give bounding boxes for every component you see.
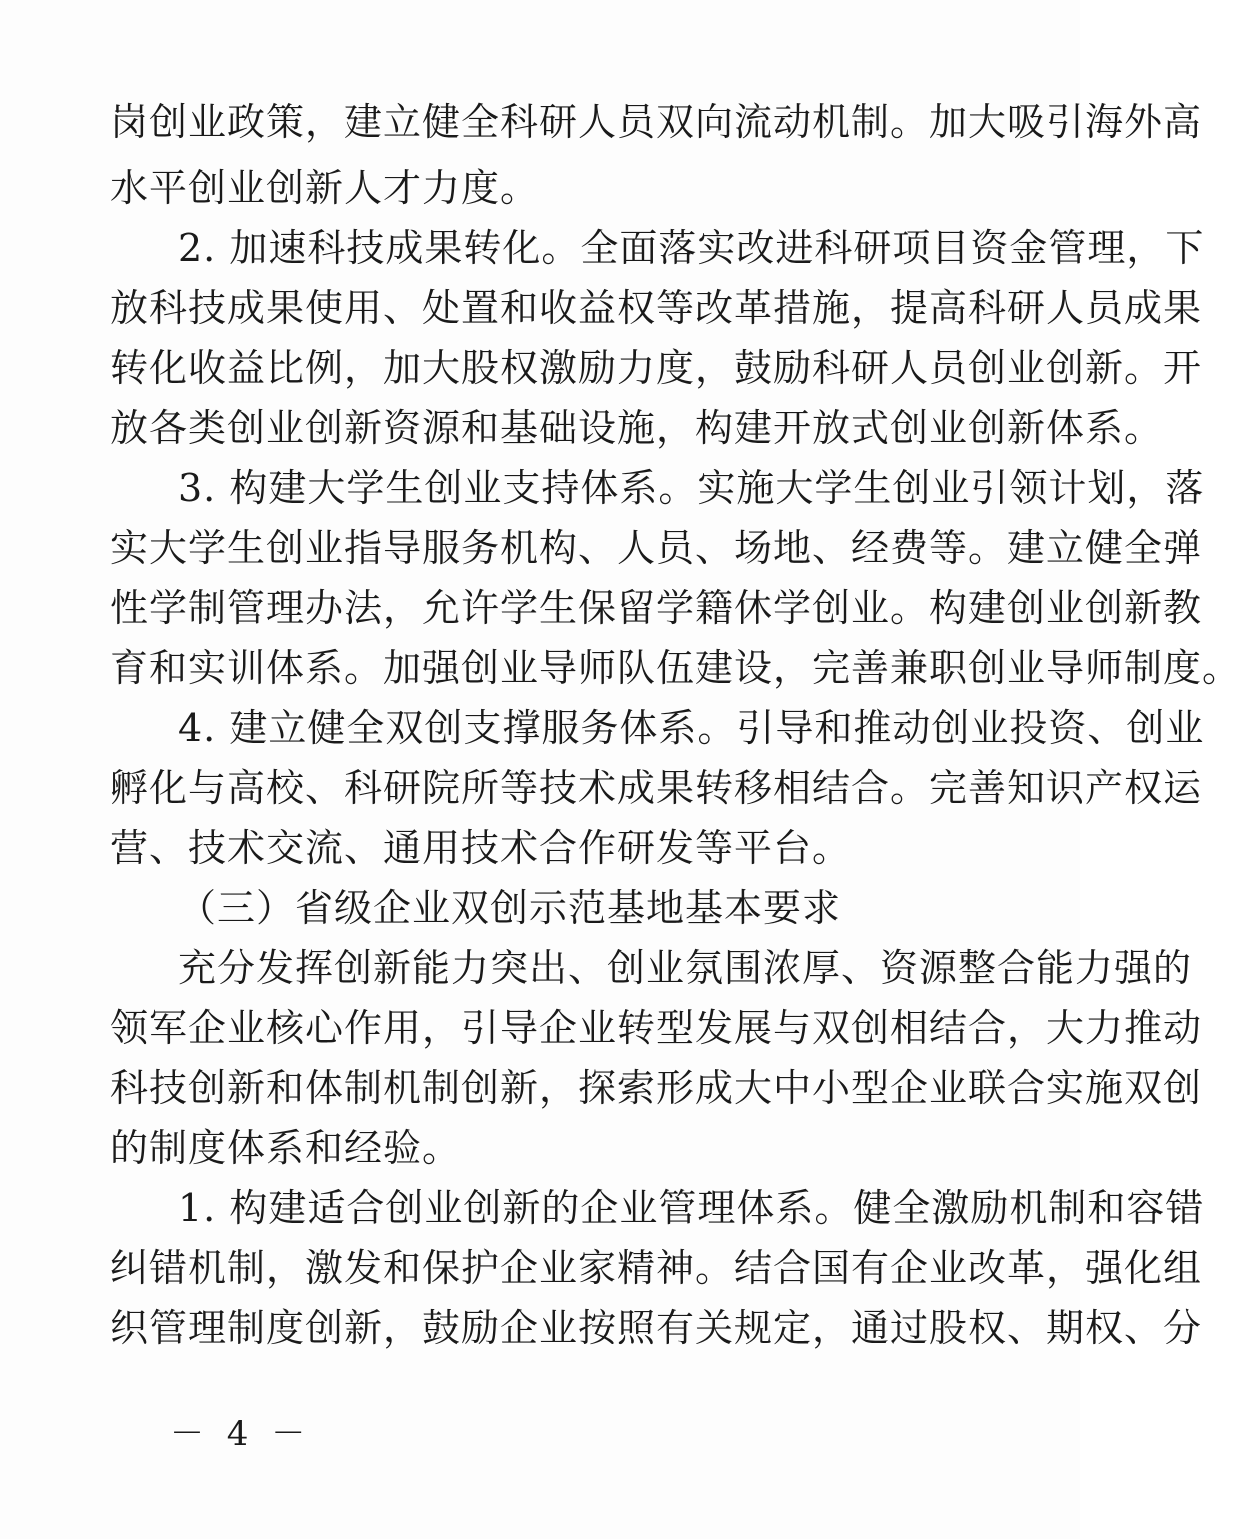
body-text-line: 3. 构建大学生创业支持体系。实施大学生创业引领计划，落: [178, 466, 1205, 510]
body-text-line: 岗创业政策，建立健全科研人员双向流动机制。加大吸引海外高: [110, 100, 1203, 144]
body-text-line: 放科技成果使用、处置和收益权等改革措施，提高科研人员成果: [110, 286, 1203, 330]
body-text-line: 科技创新和体制机制创新，探索形成大中小型企业联合实施双创: [110, 1066, 1203, 1110]
body-text-line: 领军企业核心作用，引导企业转型发展与双创相结合，大力推动: [110, 1006, 1203, 1050]
body-text-line: 实大学生创业指导服务机构、人员、场地、经费等。建立健全弹: [110, 526, 1203, 570]
body-text-line: 2. 加速科技成果转化。全面落实改进科研项目资金管理，下: [178, 226, 1205, 270]
body-text-line: 水平创业创新人才力度。: [110, 166, 540, 210]
body-text-line: 性学制管理办法，允许学生保留学籍休学创业。构建创业创新教: [110, 586, 1203, 630]
body-text-line: 纠错机制，激发和保护企业家精神。结合国有企业改革，强化组: [110, 1246, 1203, 1290]
body-text-line: 营、技术交流、通用技术合作研发等平台。: [110, 826, 852, 870]
page-number: － 4 －: [170, 1414, 312, 1454]
body-text-line: 放各类创业创新资源和基础设施，构建开放式创业创新体系。: [110, 406, 1164, 450]
body-text-line: 孵化与高校、科研院所等技术成果转移相结合。完善知识产权运: [110, 766, 1203, 810]
section-heading: （三）省级企业双创示范基地基本要求: [178, 886, 842, 930]
body-text-line: 4. 建立健全双创支撑服务体系。引导和推动创业投资、创业: [178, 706, 1205, 750]
body-text-line: 充分发挥创新能力突出、创业氛围浓厚、资源整合能力强的: [178, 946, 1193, 990]
body-text-line: 育和实训体系。加强创业导师队伍建设，完善兼职创业导师制度。: [110, 646, 1241, 690]
body-text-line: 转化收益比例，加大股权激励力度，鼓励科研人员创业创新。开: [110, 346, 1203, 390]
body-text-line: 的制度体系和经验。: [110, 1126, 462, 1170]
body-text-line: 织管理制度创新，鼓励企业按照有关规定，通过股权、期权、分: [110, 1306, 1203, 1350]
body-text-line: 1. 构建适合创业创新的企业管理体系。健全激励机制和容错: [178, 1186, 1205, 1230]
